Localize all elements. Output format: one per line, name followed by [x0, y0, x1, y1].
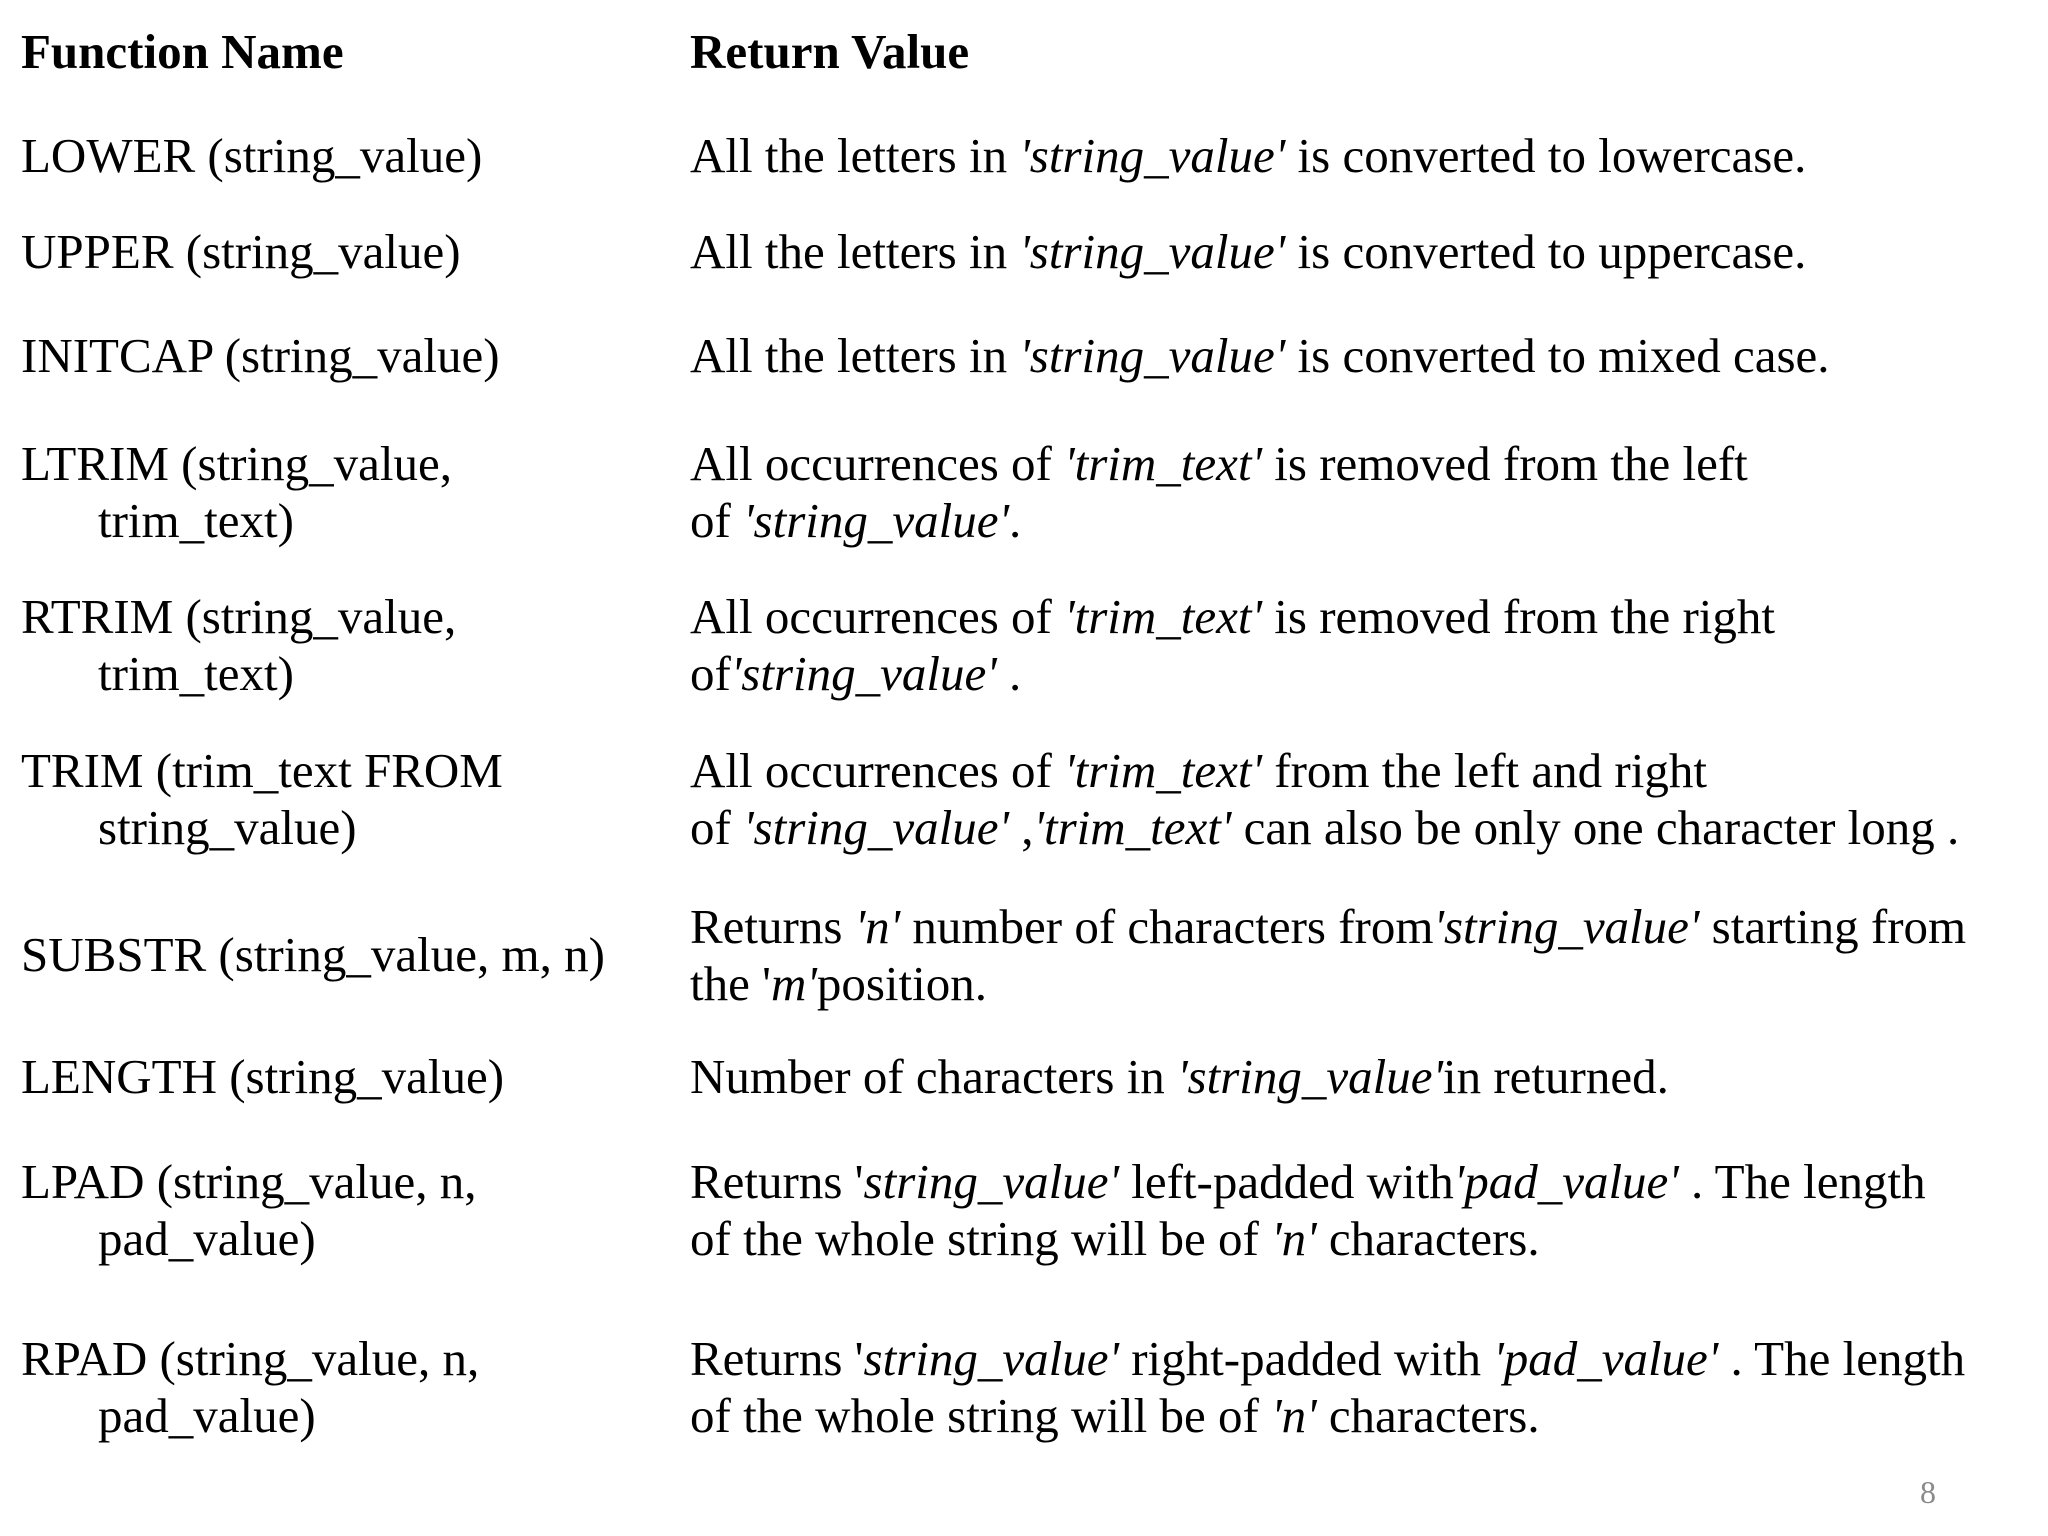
text-segment: starting from — [1699, 899, 1967, 954]
function-signature-line: string_value) — [98, 800, 357, 855]
function-name-cell — [21, 926, 661, 983]
function-signature-line: SUBSTR (string_value, m, n) — [21, 927, 605, 982]
return-value-cell — [690, 742, 2042, 856]
text-segment: Number of characters in — [690, 1049, 1178, 1104]
italic-term: 'string_value' — [743, 800, 1010, 855]
italic-term: 'n' — [1271, 1388, 1317, 1443]
text-segment: . — [1009, 493, 1022, 548]
function-signature-line: pad_value) — [98, 1211, 316, 1266]
text-segment: characters. — [1316, 1211, 1540, 1266]
function-name-cell — [21, 223, 661, 280]
text-segment: All occurrences of — [690, 589, 1065, 644]
italic-term: string_value' — [863, 1154, 1119, 1209]
text-segment: is converted to uppercase. — [1285, 224, 1807, 279]
function-signature-line: LTRIM (string_value, — [21, 436, 452, 491]
text-segment: left-padded with — [1118, 1154, 1454, 1209]
italic-term: 'trim_text' — [1064, 589, 1263, 644]
return-value-cell — [690, 898, 2042, 1012]
function-name-header: Function Name — [21, 24, 344, 79]
return-value-line — [690, 327, 2042, 384]
function-signature-line: LENGTH (string_value) — [21, 1049, 505, 1104]
return-value-line — [690, 1210, 2042, 1267]
return-value-cell — [690, 1048, 2042, 1105]
return-value-line — [690, 955, 2042, 1012]
text-segment: All the letters in — [690, 328, 1020, 383]
page-number: 8 — [1920, 1474, 1936, 1510]
return-value-line — [690, 1387, 2042, 1444]
function-signature-line: LOWER (string_value) — [21, 128, 483, 183]
return-value-line — [690, 742, 2042, 799]
return-value-cell — [690, 435, 2042, 549]
italic-term: 'pad_value' — [1453, 1154, 1679, 1209]
return-value-line — [690, 898, 2042, 955]
italic-term: 'trim_text' — [1033, 800, 1232, 855]
return-value-cell — [690, 327, 2042, 384]
italic-term: 'string_value' — [730, 646, 997, 701]
return-value-line — [690, 127, 2042, 184]
function-name-cell — [21, 327, 661, 384]
text-segment: . — [996, 646, 1022, 701]
text-segment: All occurrences of — [690, 436, 1065, 491]
text-segment: the ' — [690, 956, 771, 1011]
italic-term: 'string_value' — [1019, 224, 1286, 279]
return-value-line — [690, 588, 2042, 645]
italic-term: string_value' — [863, 1331, 1119, 1386]
return-value-line — [690, 435, 2042, 492]
text-segment: from the left and right — [1262, 743, 1707, 798]
text-segment: can also be only one character long . — [1231, 800, 1960, 855]
text-segment: Returns ' — [690, 1331, 864, 1386]
text-segment: is converted to mixed case. — [1285, 328, 1830, 383]
return-value-line — [690, 492, 2042, 549]
text-segment: is removed from the right — [1262, 589, 1776, 644]
function-signature-line: trim_text) — [98, 493, 294, 548]
return-value-line — [690, 1048, 2042, 1105]
text-segment: All the letters in — [690, 128, 1020, 183]
italic-term: 'string_value' — [1433, 899, 1700, 954]
text-segment: , — [1009, 800, 1034, 855]
text-segment: . The length — [1678, 1154, 1926, 1209]
text-segment: right-padded with — [1118, 1331, 1494, 1386]
function-name-cell — [21, 1048, 661, 1105]
text-segment: position. — [816, 956, 987, 1011]
return-value-line — [690, 1153, 2042, 1210]
italic-term: 'pad_value' — [1493, 1331, 1719, 1386]
function-signature-line: RTRIM (string_value, — [21, 589, 457, 644]
text-segment: All the letters in — [690, 224, 1020, 279]
text-segment: is removed from the left — [1262, 436, 1748, 491]
function-signature-line: RPAD (string_value, n, — [21, 1331, 480, 1386]
italic-term: 'string_value' — [1019, 328, 1286, 383]
function-name-cell — [21, 435, 661, 549]
text-segment: number of characters from — [900, 899, 1434, 954]
text-segment: of — [690, 800, 744, 855]
text-segment: in returned. — [1443, 1049, 1669, 1104]
italic-term: 'string_value' — [1177, 1049, 1443, 1104]
return-value-cell — [690, 223, 2042, 280]
text-segment: characters. — [1316, 1388, 1540, 1443]
text-segment: Returns ' — [690, 1154, 864, 1209]
return-value-line — [690, 799, 2042, 856]
function-signature-line: INITCAP (string_value) — [21, 328, 500, 383]
italic-term: m' — [770, 956, 817, 1011]
text-segment: of — [690, 493, 744, 548]
function-signature-line: UPPER (string_value) — [21, 224, 461, 279]
function-signature-line: TRIM (trim_text FROM — [21, 743, 503, 798]
function-name-cell — [21, 1153, 661, 1267]
italic-term: 'n' — [854, 899, 901, 954]
return-value-cell — [690, 588, 2042, 702]
text-segment: of the whole string will be of — [690, 1211, 1272, 1266]
italic-term: 'trim_text' — [1064, 436, 1263, 491]
return-value-line — [690, 1330, 2042, 1387]
function-name-cell — [21, 588, 661, 702]
text-segment: . The length — [1718, 1331, 1966, 1386]
text-segment: is converted to lowercase. — [1285, 128, 1807, 183]
italic-term: 'trim_text' — [1064, 743, 1263, 798]
italic-term: 'string_value' — [1019, 128, 1286, 183]
function-name-cell — [21, 127, 661, 184]
return-value-line — [690, 645, 2042, 702]
text-segment: of — [690, 646, 731, 701]
italic-term: 'string_value' — [743, 493, 1010, 548]
function-name-cell — [21, 1330, 661, 1444]
text-segment: All occurrences of — [690, 743, 1065, 798]
return-value-cell — [690, 1153, 2042, 1267]
italic-term: 'n' — [1271, 1211, 1317, 1266]
return-value-cell — [690, 1330, 2042, 1444]
return-value-line — [690, 223, 2042, 280]
function-name-cell — [21, 742, 661, 856]
text-segment: of the whole string will be of — [690, 1388, 1272, 1443]
text-segment: Returns — [690, 899, 855, 954]
return-value-cell — [690, 127, 2042, 184]
function-signature-line: pad_value) — [98, 1388, 316, 1443]
function-signature-line: trim_text) — [98, 646, 294, 701]
return-value-header: Return Value — [690, 24, 970, 79]
function-signature-line: LPAD (string_value, n, — [21, 1154, 477, 1209]
